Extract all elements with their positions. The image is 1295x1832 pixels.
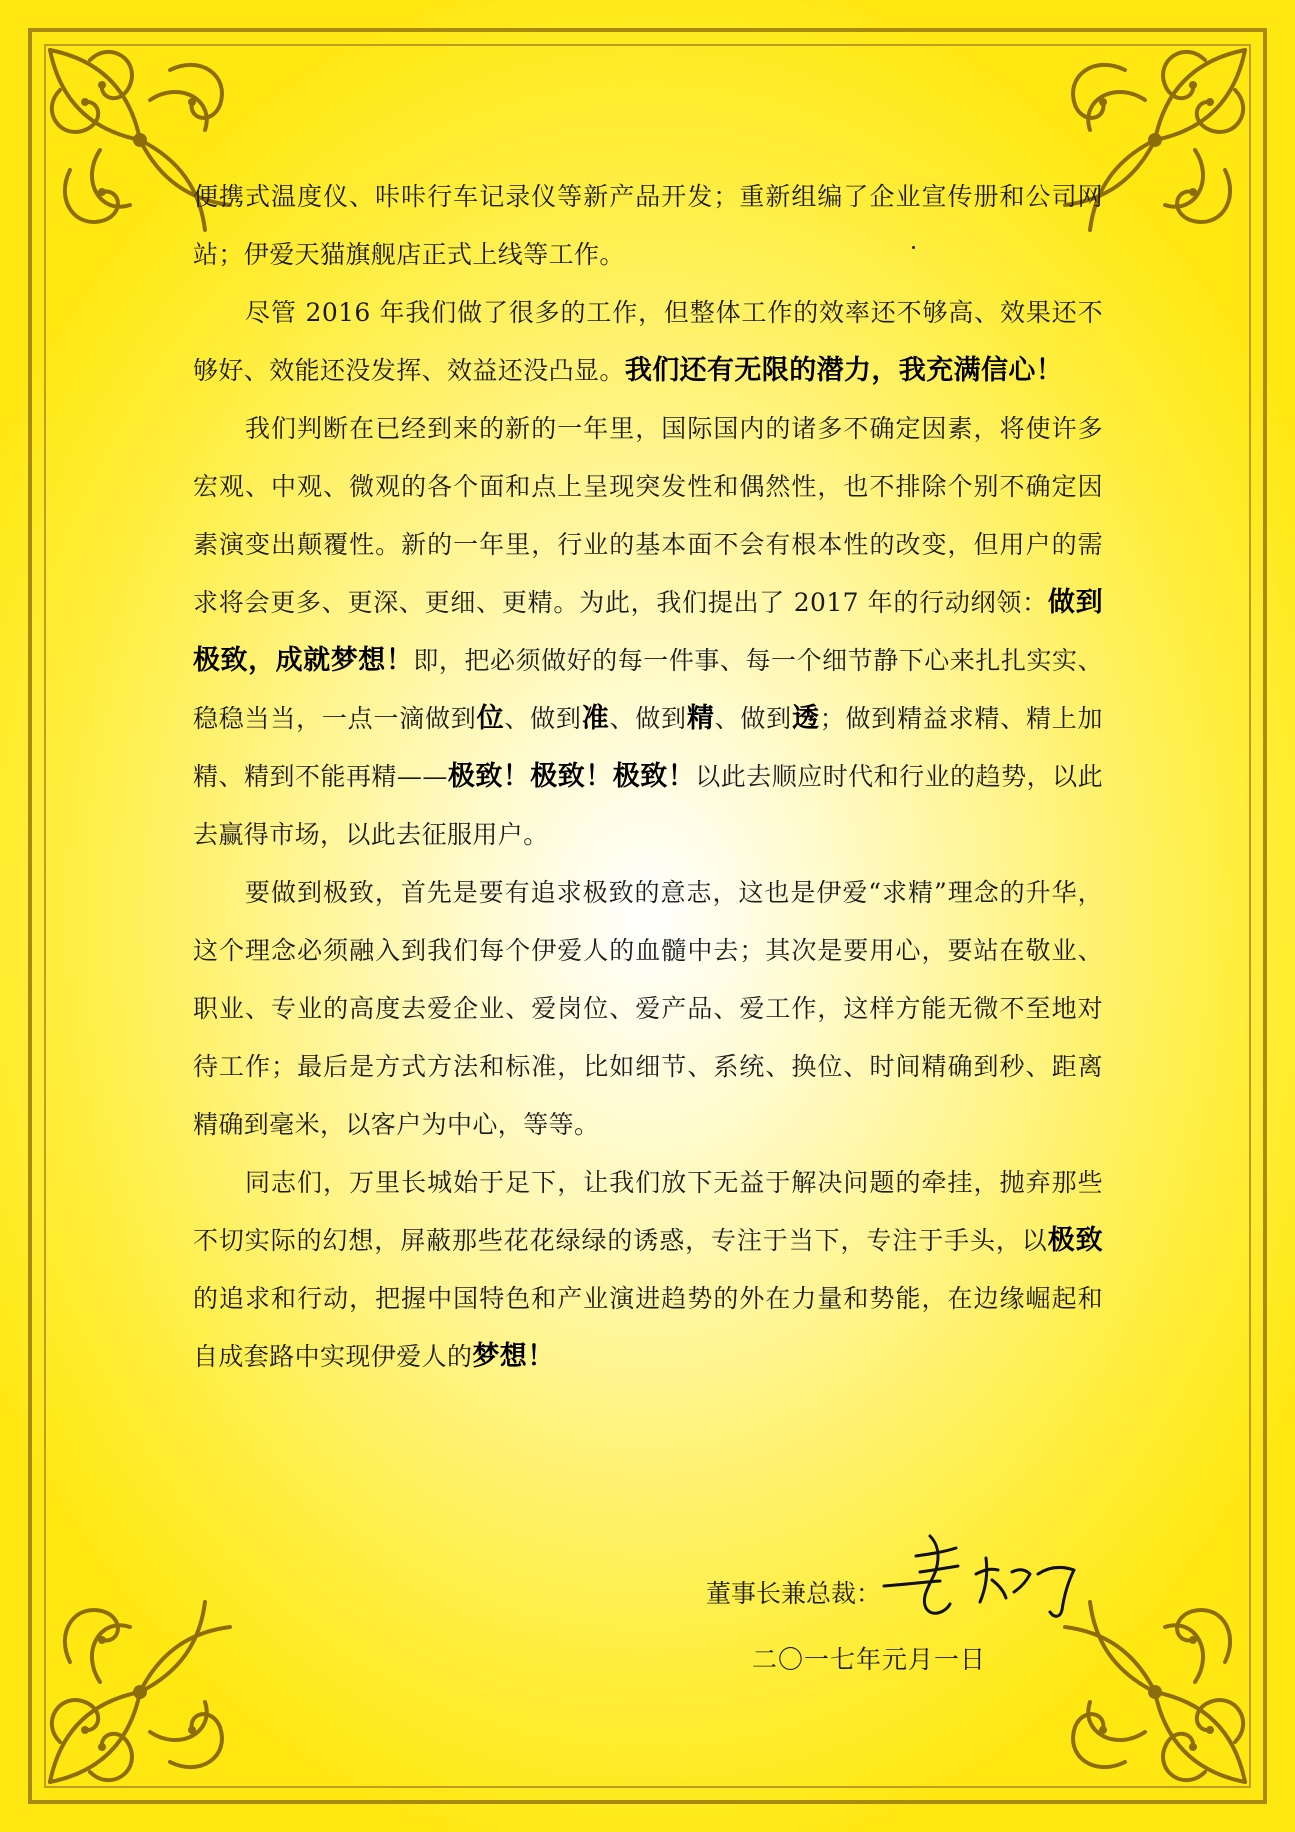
body-text: 的追求和行动，把握中国特色和产业演进趋势的外在力量和势能，在边缘崛起和自成套路中实现伊爱人的	[193, 1284, 1103, 1371]
emphasis-text: 梦想！	[472, 1341, 555, 1372]
emphasis-text: 我们还有无限的潜力，我充满信心！	[624, 355, 1064, 386]
body-text: 以此去顺应时代和行业的趋势，以此去赢得市场，以此去征服用户。	[193, 762, 1103, 849]
body-text: 、做到	[609, 704, 687, 733]
body-text: 尽管 2016 年我们做了很多的工作，但整体工作的效率还不够高、效果还不够好、效能还没发挥、效益还没凸显。	[193, 298, 1103, 385]
emphasis-text: 做到极致，成就梦想！	[193, 587, 1103, 676]
emphasis-text: 精	[686, 703, 715, 734]
body-text: 同志们，万里长城始于足下，让我们放下无益于解决问题的牵挂，抛弃那些不切实际的幻想，屏蔽那些花花绿绿的诱惑，专注于当下，专注于手头，以	[193, 1168, 1103, 1255]
signoff-block	[690, 1512, 1110, 1674]
body-text: 即，把必须做好的每一件事、每一个细节静下心来扎扎实实、稳稳当当，一点一滴做到	[193, 646, 1103, 733]
emphasis-text: 位	[476, 703, 505, 734]
letter-paragraph	[193, 1154, 1103, 1386]
letter-paragraph	[193, 864, 1103, 1154]
emphasis-text: 极致	[1047, 1225, 1103, 1256]
corner-ornament-bottom-left-icon	[30, 1582, 250, 1802]
letter-date: 二〇一七年元月一日	[752, 1645, 987, 1674]
handwritten-signature	[880, 1526, 1100, 1636]
body-text: 、做到	[504, 704, 582, 733]
emphasis-text: 极致！极致！极致！	[447, 761, 696, 792]
body-text: 、做到	[714, 704, 792, 733]
letter-body	[193, 168, 1103, 1386]
body-text: 我们判断在已经到来的新的一年里，国际国内的诸多不确定因素，将使许多宏观、中观、微观的各个面和点上呈现突发性和偶然性，也不排除个别不确定因素演变出颠覆性。新的一年里，行业的基本面不会有根本性的改变，但用户的需求将会更多、更深、更细、更精。为此，我们提出了 2017 年的行动纲领：	[193, 414, 1103, 617]
emphasis-text: 透	[791, 703, 820, 734]
letter-paragraph	[193, 284, 1103, 400]
body-text: 要做到极致，首先是要有追求极致的意志，这也是伊爱“求精”理念的升华，这个理念必须融入到我们每个伊爱人的血髓中去；其次是要用心，要站在敬业、职业、专业的高度去爱企业、爱岗位、爱产品、爱工作，这样方能无微不至地对待工作；最后是方式方法和标准，比如细节、系统、换位、时间精确到秒、距离精确到毫米，以客户为中心，等等。	[193, 878, 1103, 1139]
body-text: ；做到精益求精、精上加精、精到不能再精——	[193, 704, 1103, 791]
body-text: 便携式温度仪、咔咔行车记录仪等新产品开发；重新组编了企业宣传册和公司网站；伊爱天猫旗舰店正式上线等工作。	[193, 182, 1103, 269]
signer-title: 董事长兼总裁：	[706, 1579, 882, 1608]
letter-paragraph	[193, 400, 1103, 864]
letter-paragraph	[193, 168, 1103, 284]
emphasis-text: 准	[581, 703, 610, 734]
